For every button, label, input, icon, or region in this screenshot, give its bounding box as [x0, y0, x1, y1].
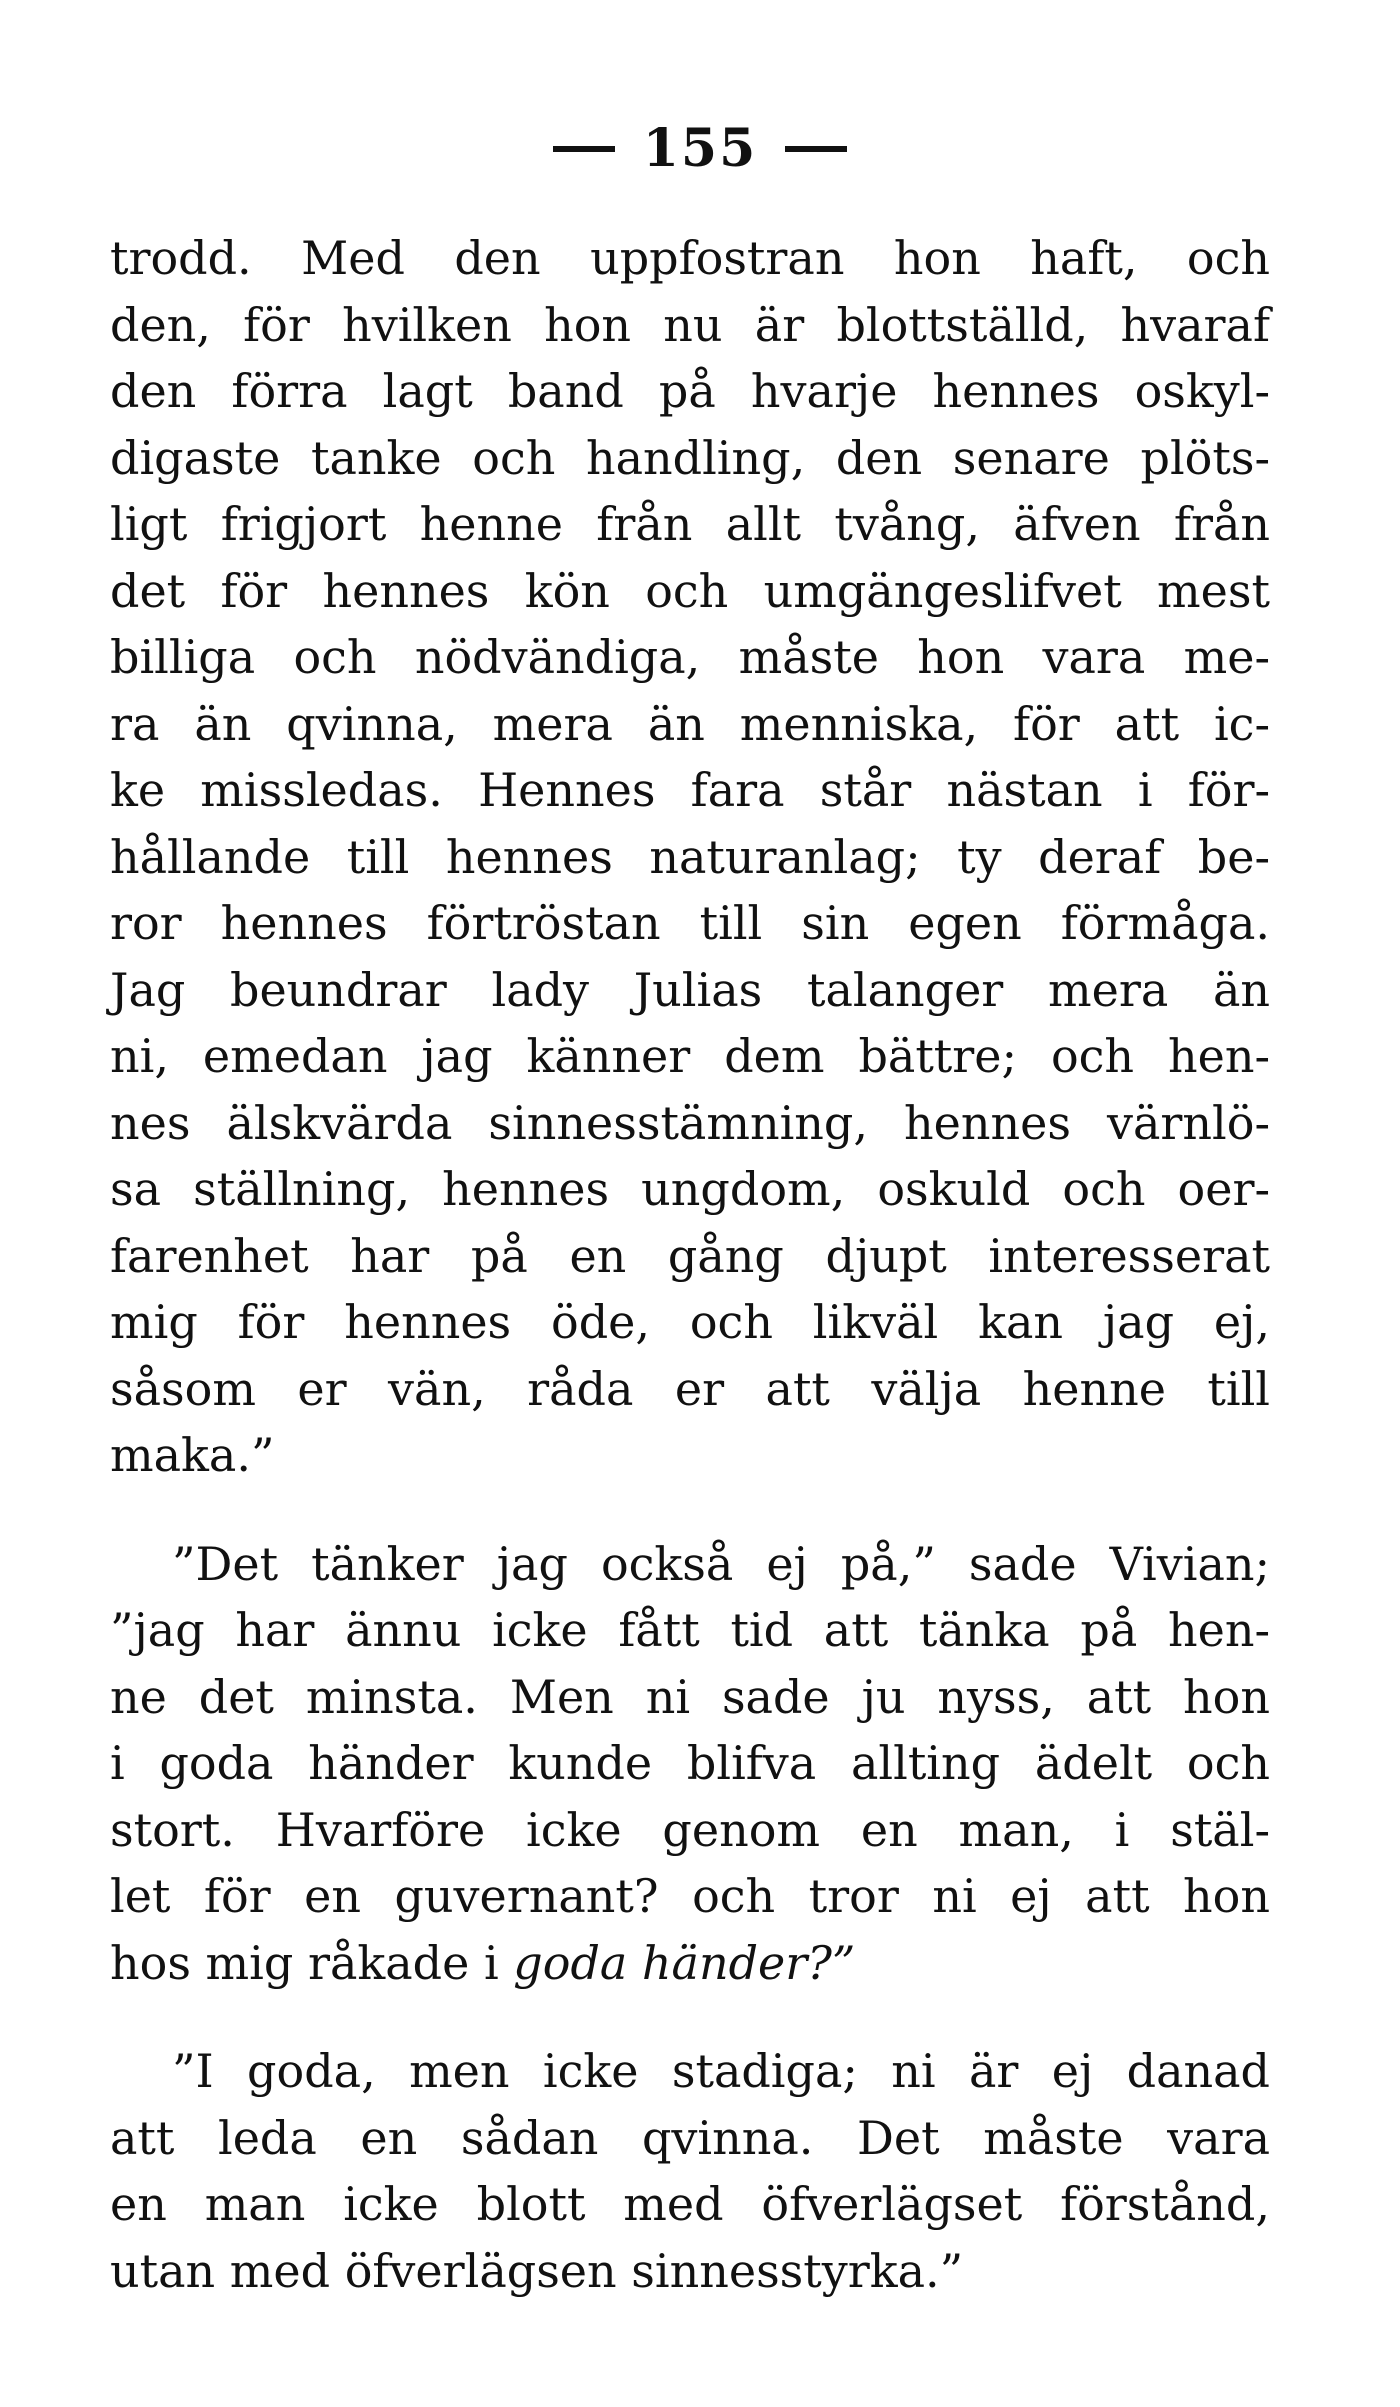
text-line: sa ställning, hennes ungdom, oskuld och oer-: [110, 1162, 1270, 1216]
text-line: farenhet har på en gång djupt interesserat: [110, 1228, 1270, 1283]
text-line: det för hennes kön och umgängeslifvet mest: [110, 563, 1270, 618]
header-dash-left: [553, 146, 615, 152]
text-line: maka.”: [110, 1428, 275, 1482]
page-header: [0, 118, 1400, 179]
page-number: 155: [642, 118, 758, 179]
text-line: utan med öfverlägsen sinnesstyrka.”: [110, 2243, 964, 2298]
header-dash-right: [785, 146, 847, 152]
text-line: ne det minsta. Men ni sade ju nyss, att hon: [110, 1669, 1270, 1724]
text-line: ”jag har ännu icke fått tid att tänka på hen-: [110, 1603, 1270, 1657]
text-line: den förra lagt band på hvarje hennes oskyl-: [110, 364, 1270, 418]
text-line: billiga och nödvändiga, måste hon vara me-: [110, 630, 1270, 684]
text-line: ke missledas. Hennes fara står nästan i för-: [110, 763, 1270, 817]
italic-phrase: goda händer?”: [513, 1935, 856, 1990]
text-line: digaste tanke och handling, den senare plöts-: [110, 430, 1270, 485]
text-line: att leda en sådan qvinna. Det måste vara: [110, 2110, 1270, 2165]
text-line: hållande till hennes naturanlag; ty deraf be-: [110, 829, 1270, 884]
text-line: ligt frigjort henne från allt tvång, äfven från: [110, 497, 1270, 551]
paragraph-1: [110, 225, 1270, 1489]
text-line: [110, 1930, 1270, 1997]
text-line: mig för hennes öde, och likväl kan jag ej,: [110, 1295, 1270, 1349]
text-line-start: hos mig råkade i: [110, 1935, 499, 1990]
text-line: trodd. Med den uppfostran hon haft, och: [110, 231, 1270, 285]
text-line: stort. Hvarföre icke genom en man, i stäl-: [110, 1802, 1270, 1857]
text-line: ”I goda, men icke stadiga; ni är ej danad: [172, 2044, 1270, 2098]
text-line: ror hennes förtröstan till sin egen förmåga.: [110, 896, 1270, 950]
text-line: såsom er vän, råda er att välja henne till: [110, 1361, 1270, 1416]
text-line: den, för hvilken hon nu är blottställd, hvaraf: [110, 297, 1270, 352]
paragraph-3: [110, 2038, 1270, 2304]
text-line: ra än qvinna, mera än menniska, för att ic-: [110, 696, 1270, 751]
text-line: en man icke blott med öfverlägset förstånd,: [110, 2177, 1270, 2231]
text-line: nes älskvärda sinnesstämning, hennes värnlö-: [110, 1095, 1270, 1150]
body-text: [110, 225, 1270, 2304]
text-line: let för en guvernant? och tror ni ej att hon: [110, 1869, 1270, 1923]
text-line: ni, emedan jag känner dem bättre; och hen-: [110, 1029, 1270, 1083]
paragraph-2: [110, 1531, 1270, 1997]
text-line: Jag beundrar lady Julias talanger mera än: [110, 962, 1270, 1017]
text-line: ”Det tänker jag också ej på,” sade Vivian;: [172, 1536, 1270, 1591]
text-line: i goda händer kunde blifva allting ädelt och: [110, 1736, 1270, 1790]
